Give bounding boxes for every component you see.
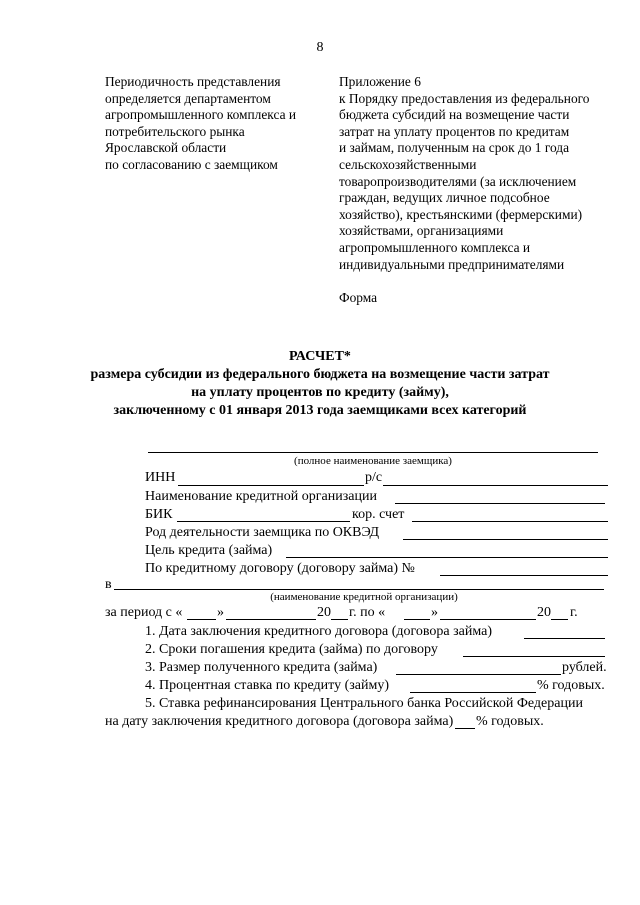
contract-label: По кредитному договору (договору займа) № [145, 561, 415, 576]
appendix-line: сельскохозяйственными [339, 156, 477, 172]
periodicity-line: агропромышленного комплекса и [105, 107, 297, 123]
bik-label: БИК [145, 507, 173, 522]
appendix-line: и займам, полученным на срок до 1 года [339, 140, 570, 156]
periodicity-line: Ярославской области [105, 140, 227, 156]
inn-label: ИНН [145, 470, 176, 485]
bank-field[interactable] [114, 589, 604, 590]
borrower-caption: (полное наименование заемщика) [294, 455, 452, 467]
period-year-prefix: 20 [317, 605, 331, 620]
periodicity-line: Периодичность представления [105, 74, 281, 89]
contract-number-field[interactable] [440, 575, 608, 576]
period-end-label: г. [570, 605, 578, 620]
appendix-line: товаропроизводителями (за исключением [339, 173, 577, 189]
period-end-year-field[interactable] [551, 619, 568, 620]
period-to-label: г. по « [349, 605, 386, 620]
purpose-label: Цель кредита (займа) [145, 543, 273, 558]
appendix-line: хозяйство), крестьянскими (фермерскими) [339, 206, 583, 222]
page-number: 8 [316, 40, 324, 55]
rs-field[interactable] [383, 485, 608, 486]
interest-rate-field[interactable] [410, 692, 536, 693]
item-2-label: 2. Сроки погашения кредита (займа) по договору [145, 642, 438, 657]
period-year-prefix: 20 [537, 605, 551, 620]
item-1-label: 1. Дата заключения кредитного договора (договора займа) [145, 624, 493, 639]
periodicity-note [105, 74, 296, 174]
contract-date-field[interactable] [524, 638, 605, 639]
appendix-line: Приложение 6 [339, 74, 421, 89]
refinancing-rate-field[interactable] [455, 728, 475, 729]
percent-unit: % годовых. [537, 678, 605, 693]
period-start-year-field[interactable] [331, 619, 348, 620]
activity-label: Род деятельности заемщика по ОКВЭД [145, 525, 380, 540]
item-5-continuation: на дату заключения кредитного договора (договора займа) [105, 714, 454, 729]
corr-account-field[interactable] [412, 521, 608, 522]
repayment-terms-field[interactable] [463, 656, 605, 657]
item-4-label: 4. Процентная ставка по кредиту (займу) [145, 678, 389, 693]
title-line: на уплату процентов по кредиту (займу), [191, 385, 449, 400]
bik-field[interactable] [177, 521, 350, 522]
rs-label: р/с [365, 470, 383, 485]
bank-caption: (наименование кредитной организации) [270, 591, 458, 603]
appendix-header [339, 74, 590, 307]
bank-name-label: Наименование кредитной организации [145, 489, 377, 504]
appendix-line: граждан, ведущих личное подсобное [339, 190, 550, 206]
period-quote: » [431, 605, 438, 620]
periodicity-line: определяется департаментом [105, 90, 271, 106]
period-start-month-field[interactable] [226, 619, 316, 620]
purpose-field[interactable] [286, 557, 608, 558]
appendix-line: к Порядку предоставления из федерального [339, 90, 590, 106]
item-3-label: 3. Размер полученного кредита (займа) [145, 660, 378, 675]
title-line: размера субсидии из федерального бюджета на возмещение части затрат [90, 367, 550, 382]
periodicity-line: по согласованию с заемщиком [105, 156, 278, 172]
appendix-line: агропромышленного комплекса и [339, 239, 531, 255]
document-title: РАСЧЕТ* [289, 349, 351, 364]
period-start-label: за период с « [105, 605, 183, 620]
bank-name-field[interactable] [395, 503, 605, 504]
item-5-label: 5. Ставка рефинансирования Центрального банка Российской Федерации [145, 696, 583, 711]
title-line: заключенному с 01 января 2013 года заемщиками всех категорий [113, 403, 527, 418]
appendix-line: индивидуальными предпринимателями [339, 256, 565, 272]
period-start-day-field[interactable] [187, 619, 216, 620]
period-end-day-field[interactable] [404, 619, 430, 620]
period-end-month-field[interactable] [440, 619, 536, 620]
appendix-line: хозяйствами, организациями [339, 223, 504, 239]
credit-amount-field[interactable] [396, 674, 561, 675]
appendix-line: бюджета субсидий на возмещение части [339, 107, 570, 123]
periodicity-line: потребительского рынка [105, 123, 245, 139]
activity-field[interactable] [403, 539, 608, 540]
currency-unit: рублей. [562, 660, 607, 675]
appendix-line: затрат на уплату процентов по кредитам [339, 123, 570, 139]
in-prefix: в [105, 577, 112, 592]
inn-field[interactable] [178, 485, 364, 486]
borrower-name-line[interactable] [148, 452, 598, 453]
percent-unit: % годовых. [476, 714, 544, 729]
form-label: Форма [339, 290, 378, 306]
period-quote: » [217, 605, 224, 620]
corr-account-label: кор. счет [352, 507, 405, 522]
